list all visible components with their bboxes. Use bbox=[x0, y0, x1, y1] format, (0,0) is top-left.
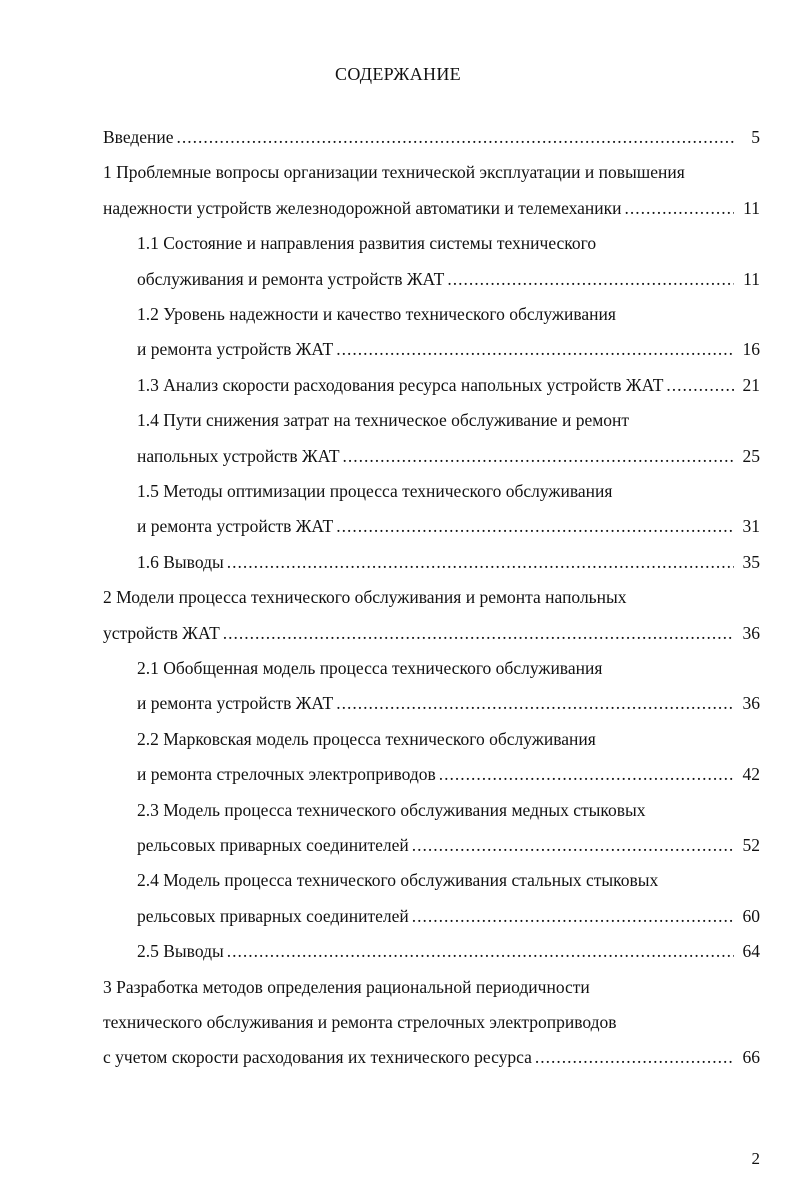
toc-entry-text: 1.5 Методы оптимизации процесса технического обслуживания bbox=[137, 481, 613, 501]
toc-page-number: 31 bbox=[742, 516, 760, 537]
toc-page-number: 11 bbox=[743, 197, 760, 218]
toc-page-number: 5 bbox=[751, 127, 760, 147]
toc-entry-text: 1 Проблемные вопросы организации технической эксплуатации и повышения bbox=[103, 162, 685, 183]
toc-entry-line bbox=[103, 1009, 617, 1035]
dot-leader bbox=[343, 443, 734, 469]
toc-page-number: 42 bbox=[742, 764, 760, 785]
toc-page-number: 64 bbox=[742, 941, 760, 962]
dot-leader bbox=[336, 336, 734, 362]
toc-entry-text: 3 Разработка методов определения рациональной периодичности bbox=[103, 976, 590, 997]
toc-entry-line-last bbox=[137, 903, 760, 929]
toc-page-number: 36 bbox=[742, 622, 760, 643]
toc-page-number: 60 bbox=[742, 905, 760, 926]
toc-entry-line-last bbox=[137, 938, 760, 964]
toc-entry-text: 1.4 Пути снижения затрат на техническое обслуживание и ремонт bbox=[137, 410, 630, 431]
toc-page-number: 11 bbox=[743, 268, 760, 289]
dot-leader bbox=[227, 938, 734, 964]
toc-entry-line bbox=[103, 584, 627, 610]
toc-entry-line-last bbox=[137, 513, 760, 539]
toc-entry-text: 1.1 Состояние и направления развития системы технического bbox=[137, 233, 597, 254]
toc-page-number: 66 bbox=[742, 1047, 760, 1068]
toc-entry-line-last bbox=[137, 761, 760, 787]
dot-leader bbox=[447, 266, 734, 292]
toc-entry-line bbox=[137, 797, 646, 823]
toc-entry-text: 1.6 Выводы bbox=[137, 551, 224, 572]
toc-entry-line bbox=[137, 301, 616, 327]
toc-entry-text: 1.3 Анализ скорости расходования ресурса напольных устройств ЖАТ bbox=[137, 374, 664, 395]
dot-leader bbox=[412, 832, 734, 858]
toc-entry-text: надежности устройств железнодорожной автоматики и телемеханики bbox=[103, 197, 622, 218]
toc-entry-text: рельсовых приварных соединителей bbox=[137, 835, 409, 855]
toc-entry-line bbox=[137, 726, 596, 752]
dot-leader bbox=[336, 690, 734, 716]
page-number: 2 bbox=[751, 1149, 760, 1168]
toc-entry-line-last bbox=[137, 832, 760, 858]
toc-entry-line-last bbox=[103, 620, 760, 646]
toc-page-number: 36 bbox=[742, 693, 760, 714]
dot-leader bbox=[177, 124, 734, 150]
toc-entry-line bbox=[137, 655, 602, 681]
toc-entry-line-last bbox=[137, 336, 760, 362]
toc-entry-text: и ремонта устройств ЖАТ bbox=[137, 693, 334, 714]
toc-entry-text: с учетом скорости расходования их технического ресурса bbox=[103, 1047, 532, 1068]
toc-entry-text: 2.2 Марковская модель процесса технического обслуживания bbox=[137, 728, 596, 749]
toc-entry-text: обслуживания и ремонта устройств ЖАТ bbox=[137, 268, 445, 289]
toc-entry-line-last bbox=[137, 372, 760, 398]
toc-entry-text: 1.2 Уровень надежности и качество технического обслуживания bbox=[137, 304, 616, 324]
dot-leader bbox=[336, 513, 734, 539]
toc-page-number: 35 bbox=[742, 551, 760, 572]
toc-entry-text: 2.1 Обобщенная модель процесса технического обслуживания bbox=[137, 658, 603, 678]
toc-entry-line-last bbox=[103, 195, 760, 221]
dot-leader bbox=[625, 195, 734, 221]
dot-leader bbox=[223, 620, 734, 646]
toc-entry-text: Введение bbox=[103, 127, 174, 147]
toc-page-number: 21 bbox=[742, 374, 760, 395]
toc-entry-text: рельсовых приварных соединителей bbox=[137, 905, 409, 926]
toc-entry-text: 2 Модели процесса технического обслуживания и ремонта напольных bbox=[103, 587, 627, 608]
toc-entry-text: и ремонта стрелочных электроприводов bbox=[137, 764, 436, 785]
toc-entry-line bbox=[137, 867, 658, 893]
toc-entry-line-last bbox=[137, 443, 760, 469]
dot-leader bbox=[666, 372, 734, 398]
toc-entry-text: и ремонта устройств ЖАТ bbox=[137, 339, 334, 360]
toc-page-number: 52 bbox=[742, 835, 760, 855]
toc-entry-text: устройств ЖАТ bbox=[103, 622, 220, 643]
toc-entry-line-last bbox=[103, 1044, 760, 1070]
toc-entry-text: 2.3 Модель процесса технического обслуживания медных стыковых bbox=[137, 799, 646, 820]
toc-entry-line bbox=[103, 159, 685, 185]
toc-entry-text: и ремонта устройств ЖАТ bbox=[137, 516, 334, 537]
toc-entry-line-last bbox=[137, 266, 760, 292]
toc-entry-line bbox=[103, 974, 590, 1000]
page-title: СОДЕРЖАНИЕ bbox=[335, 64, 461, 84]
dot-leader bbox=[412, 903, 734, 929]
toc-page-number: 25 bbox=[742, 445, 760, 466]
dot-leader bbox=[227, 549, 734, 575]
toc-entry-text: 2.4 Модель процесса технического обслуживания стальных стыковых bbox=[137, 870, 659, 891]
toc-page-number: 16 bbox=[742, 339, 760, 360]
toc-entry-text: технического обслуживания и ремонта стрелочных электроприводов bbox=[103, 1012, 617, 1032]
toc-entry-line bbox=[137, 230, 596, 256]
toc-entry-line-last bbox=[137, 549, 760, 575]
toc-entry-line bbox=[137, 407, 629, 433]
toc-entry-text: 2.5 Выводы bbox=[137, 941, 224, 962]
toc-entry-line-last bbox=[103, 124, 760, 150]
toc-entry-text: напольных устройств ЖАТ bbox=[137, 445, 340, 466]
toc-entry-line-last bbox=[137, 690, 760, 716]
dot-leader bbox=[535, 1044, 734, 1070]
dot-leader bbox=[439, 761, 734, 787]
toc-entry-line bbox=[137, 478, 612, 504]
